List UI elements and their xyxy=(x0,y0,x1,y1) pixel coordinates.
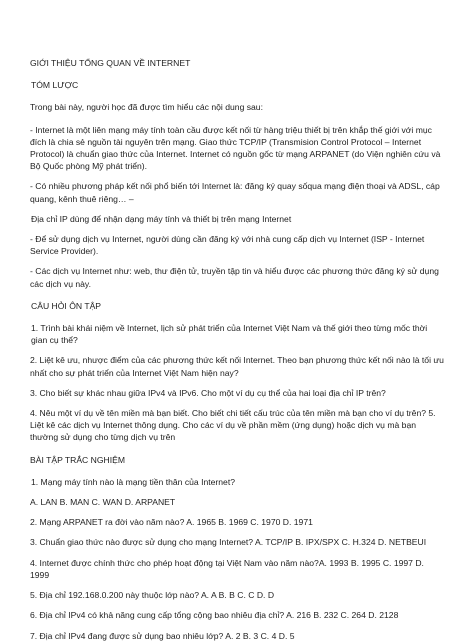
review-heading: CÂU HỎI ÔN TẬP xyxy=(31,300,102,311)
summary-point: Địa chỉ IP dùng để nhận dạng máy tính và thiết bị trên mạng Internet xyxy=(31,213,292,224)
intro-paragraph: Trong bài này, người học đã được tìm hiểu các nội dung sau: xyxy=(30,102,263,113)
quiz-heading: BÀI TẬP TRẮC NGHIỆM xyxy=(30,454,126,465)
quiz-question: 6. Địa chỉ IPv4 có khả năng cung cấp tổng cộng bao nhiêu địa chỉ? A. 216 B. 232 C. 264 D. 2128 xyxy=(30,610,399,621)
summary-point: - Các dịch vụ Internet như: web, thư điện tử, truyền tập tin và hiểu được các phương thức đăng ký sử dụng các dịch vụ này. xyxy=(30,266,439,289)
summary-heading: TÓM LƯỢC xyxy=(31,80,79,91)
document-title: GIỚI THIỆU TỔNG QUAN VỀ INTERNET xyxy=(30,58,191,68)
summary-point: - Có nhiều phương pháp kết nối phổ biến tới Internet là: đăng ký quay sốqua mạng điện thoại và ADSL, cáp quang, kênh thuê riêng… – xyxy=(30,181,440,204)
quiz-question: 3. Chuẩn giao thức nào được sử dụng cho mạng Internet? A. TCP/IP B. IPX/SPX C. H.324 D. NETBEUI xyxy=(30,537,427,548)
quiz-question: 7. Địa chỉ IPv4 đang được sử dụng bao nhiêu lớp? A. 2 B. 3 C. 4 D. 5 xyxy=(30,630,295,641)
quiz-question: 1. Mạng máy tính nào là mạng tiền thân của Internet? xyxy=(31,476,235,487)
quiz-options: A. LAN B. MAN C. WAN D. ARPANET xyxy=(30,497,176,508)
quiz-question: 2. Mạng ARPANET ra đời vào năm nào? A. 1965 B. 1969 C. 1970 D. 1971 xyxy=(30,517,313,528)
summary-point: - Internet là một liên mạng máy tính toàn cầu được kết nối từ hàng triệu thiết bị trên khắp thế giới với mục đích là chia sẻ nguồn tài nguyên trên mạng. Giao thức TCP/IP (Transmision Control Protocol – Internet Protocol) là chuẩn giao thức của Internet. Internet có nguồn gốc từ mạng ARPANET (do Viện nghiên cứu và Bộ Quốc phòng Mỹ phát triển). xyxy=(30,124,441,172)
review-question: 2. Liệt kê ưu, nhược điểm của các phương thức kết nối Internet. Theo bạn phương thức kết nối nào là tối ưu nhất cho sự phát triển của Internet Việt Nam hiện nay? xyxy=(30,355,444,378)
summary-point: - Để sử dụng dịch vụ Internet, người dùng cần đăng ký với nhà cung cấp dịch vụ Internet (ISP - Internet Service Provider). xyxy=(30,234,425,257)
quiz-question: 5. Địa chỉ 192.168.0.200 này thuộc lớp nào? A. A B. B C. C D. D xyxy=(30,590,275,601)
review-question: 1. Trình bài khái niệm về Internet, lịch sử phát triển của Internet Việt Nam và thế giới theo từng mốc thời gian cụ thể? xyxy=(31,323,428,346)
review-question: 3. Cho biết sự khác nhau giữa IPv4 và IPv6. Cho một ví dụ cụ thể của hai loại địa chỉ IP trên? xyxy=(30,387,386,398)
review-question: 4. Nêu một ví dụ về tên miền mà bạn biết. Cho biết chi tiết cấu trúc của tên miền mà bạn cho ví dụ trên? 5. Liệt kê các dịch vụ Internet thông dụng. Cho các ví dụ về phần mềm (ứng dụng) hoặc dịch vụ mà bạn thường sử dụng cho từng dịch vụ trên xyxy=(30,408,436,443)
quiz-question: 4. Internet được chính thức cho phép hoạt động tại Việt Nam vào năm nào?A. 1993 B. 1995 C. 1997 D. 1999 xyxy=(30,557,424,580)
